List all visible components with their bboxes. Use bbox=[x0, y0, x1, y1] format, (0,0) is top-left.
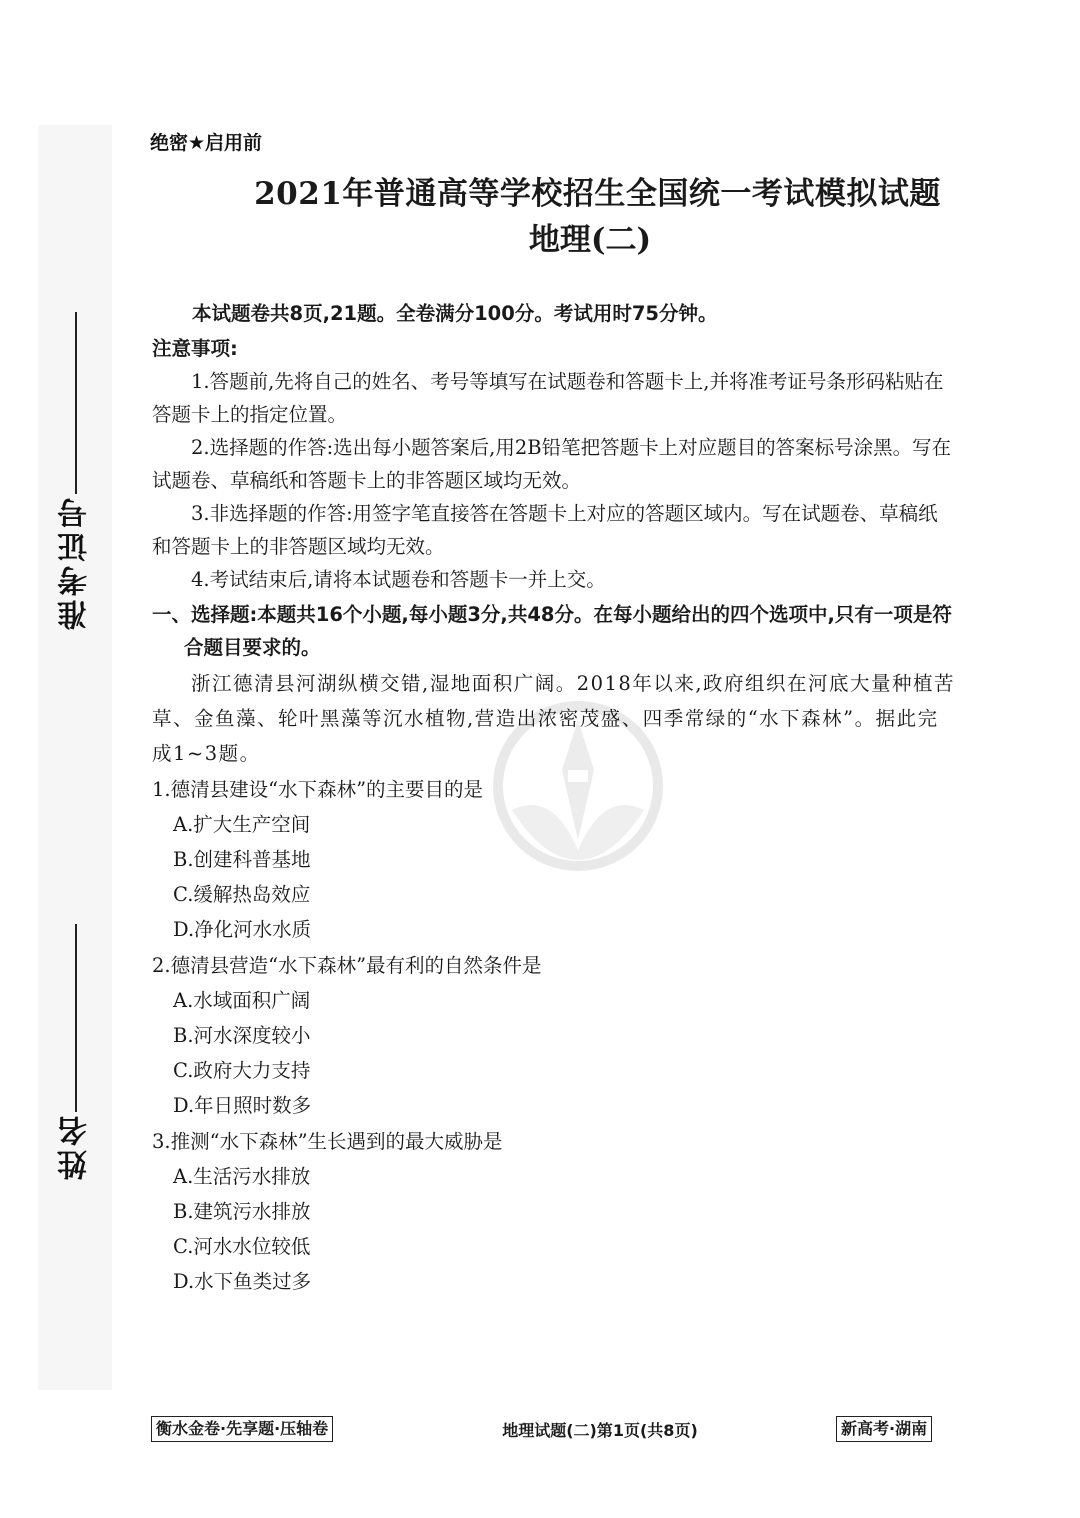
footer-page-info: 地理试题(二)第1页(共8页) bbox=[502, 1421, 698, 1440]
notice-heading: 注意事项: bbox=[152, 337, 238, 360]
exam-title: 2021年普通高等学校招生全国统一考试模拟试题 bbox=[254, 176, 941, 212]
exam-id-field[interactable] bbox=[52, 312, 100, 630]
question bbox=[152, 772, 957, 947]
question-stem: 2.德清县营造“水下森林”最有利的自然条件是 bbox=[152, 954, 542, 977]
notice-item: 3.非选择题的作答:用签字笔直接答在答题卡上对应的答题区域内。写在试题卷、草稿纸和答题卡上的非答题区域均无效。 bbox=[152, 502, 938, 558]
answer-option: A.水域面积广阔 bbox=[173, 989, 311, 1012]
answer-option: D.年日照时数多 bbox=[173, 1094, 312, 1117]
page-footer bbox=[0, 1414, 1080, 1444]
exam-subtitle: 地理(二) bbox=[528, 222, 652, 258]
question-stem: 1.德清县建设“水下森林”的主要目的是 bbox=[152, 778, 484, 801]
answer-option: D.净化河水水质 bbox=[173, 918, 312, 941]
answer-option: B.建筑污水排放 bbox=[173, 1200, 311, 1223]
answer-option: C.河水水位较低 bbox=[173, 1235, 311, 1258]
name-blank-line bbox=[75, 924, 77, 1112]
question-stem: 3.推测“水下森林”生长遇到的最大威胁是 bbox=[152, 1130, 503, 1153]
answer-option: B.创建科普基地 bbox=[173, 848, 311, 871]
exam-id-label: 准考证号 bbox=[58, 494, 93, 630]
notice-item: 2.选择题的作答:选出每小题答案后,用2B铅笔把答题卡上对应题目的答案标号涂黑。写在试题卷、草稿纸和答题卡上的非答题区域均无效。 bbox=[152, 436, 952, 492]
answer-option: A.生活污水排放 bbox=[173, 1165, 311, 1188]
answer-option: C.政府大力支持 bbox=[173, 1059, 311, 1082]
section-heading: 一、选择题:本题共16个小题,每小题3分,共48分。在每小题给出的四个选项中,只有一项是符合题目要求的。 bbox=[152, 603, 952, 659]
answer-option: D.水下鱼类过多 bbox=[173, 1270, 312, 1293]
notice-item: 1.答题前,先将自己的姓名、考号等填写在试题卷和答题卡上,并将准考证号条形码粘贴在答题卡上的指定位置。 bbox=[152, 370, 944, 426]
exam-summary: 本试题卷共8页,21题。全卷满分100分。考试用时75分钟。 bbox=[192, 302, 718, 325]
name-label: 姓名 bbox=[58, 1112, 93, 1180]
exam-content bbox=[152, 297, 957, 1299]
question bbox=[152, 948, 957, 1123]
notice-item: 4.考试结束后,请将本试题卷和答题卡一并上交。 bbox=[191, 568, 606, 591]
name-field[interactable] bbox=[52, 924, 100, 1180]
exam-id-blank-line bbox=[75, 312, 77, 494]
answer-option: B.河水深度较小 bbox=[173, 1024, 311, 1047]
answer-option: C.缓解热岛效应 bbox=[173, 883, 311, 906]
reading-passage: 浙江德清县河湖纵横交错,湿地面积广阔。2018年以来,政府组织在河底大量种植苦草、金鱼藻、轮叶黑藻等沉水植物,营造出浓密茂盛、四季常绿的“水下森林”。据此完成1~3题。 bbox=[152, 672, 956, 765]
question bbox=[152, 1124, 957, 1299]
footer-region-label: 新高考·湖南 bbox=[836, 1416, 932, 1442]
confidential-note: 绝密★启用前 bbox=[150, 132, 263, 152]
footer-series-label: 衡水金卷·先享题·压轴卷 bbox=[151, 1416, 333, 1442]
answer-option: A.扩大生产空间 bbox=[173, 813, 311, 836]
